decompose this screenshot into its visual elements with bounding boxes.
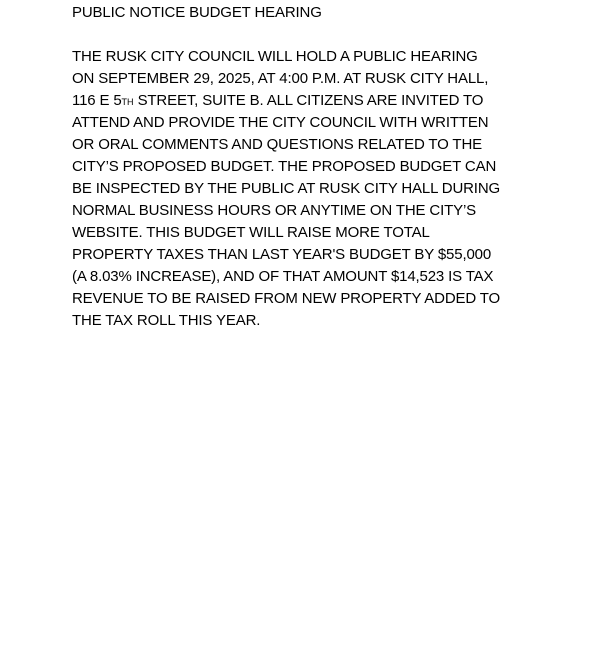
notice-line-3 — [72, 90, 552, 112]
notice-line-6: CITY’S PROPOSED BUDGET. THE PROPOSED BUDGET CAN — [72, 158, 497, 175]
paragraph-spacer — [72, 24, 552, 46]
notice-line-7: BE INSPECTED BY THE PUBLIC AT RUSK CITY HALL DURING — [72, 180, 501, 197]
notice-line-2: ON SEPTEMBER 29, 2025, AT 4:00 P.M. AT RUSK CITY HALL, — [72, 70, 489, 87]
public-notice — [72, 2, 552, 332]
address-rest: STREET, SUITE B. ALL CITIZENS ARE INVITED TO — [133, 92, 484, 109]
notice-line-4: ATTEND AND PROVIDE THE CITY COUNCIL WITH WRITTEN — [72, 114, 489, 131]
notice-title: PUBLIC NOTICE BUDGET HEARING — [72, 4, 322, 21]
notice-line-12: REVENUE TO BE RAISED FROM NEW PROPERTY ADDED TO — [72, 290, 501, 307]
ordinal-suffix: TH — [121, 97, 134, 107]
notice-line-9: WEBSITE. THIS BUDGET WILL RAISE MORE TOTAL — [72, 224, 430, 241]
notice-line-5: OR ORAL COMMENTS AND QUESTIONS RELATED TO THE — [72, 136, 482, 153]
notice-line-11: (A 8.03% INCREASE), AND OF THAT AMOUNT $14,523 IS TAX — [72, 268, 494, 285]
notice-line-1: THE RUSK CITY COUNCIL WILL HOLD A PUBLIC HEARING — [72, 48, 478, 65]
notice-line-8: NORMAL BUSINESS HOURS OR ANYTIME ON THE CITY’S — [72, 202, 476, 219]
notice-line-10: PROPERTY TAXES THAN LAST YEAR'S BUDGET BY $55,000 — [72, 246, 492, 263]
notice-line-13: THE TAX ROLL THIS YEAR. — [72, 312, 261, 329]
address-number: 116 E 5 — [72, 92, 122, 109]
